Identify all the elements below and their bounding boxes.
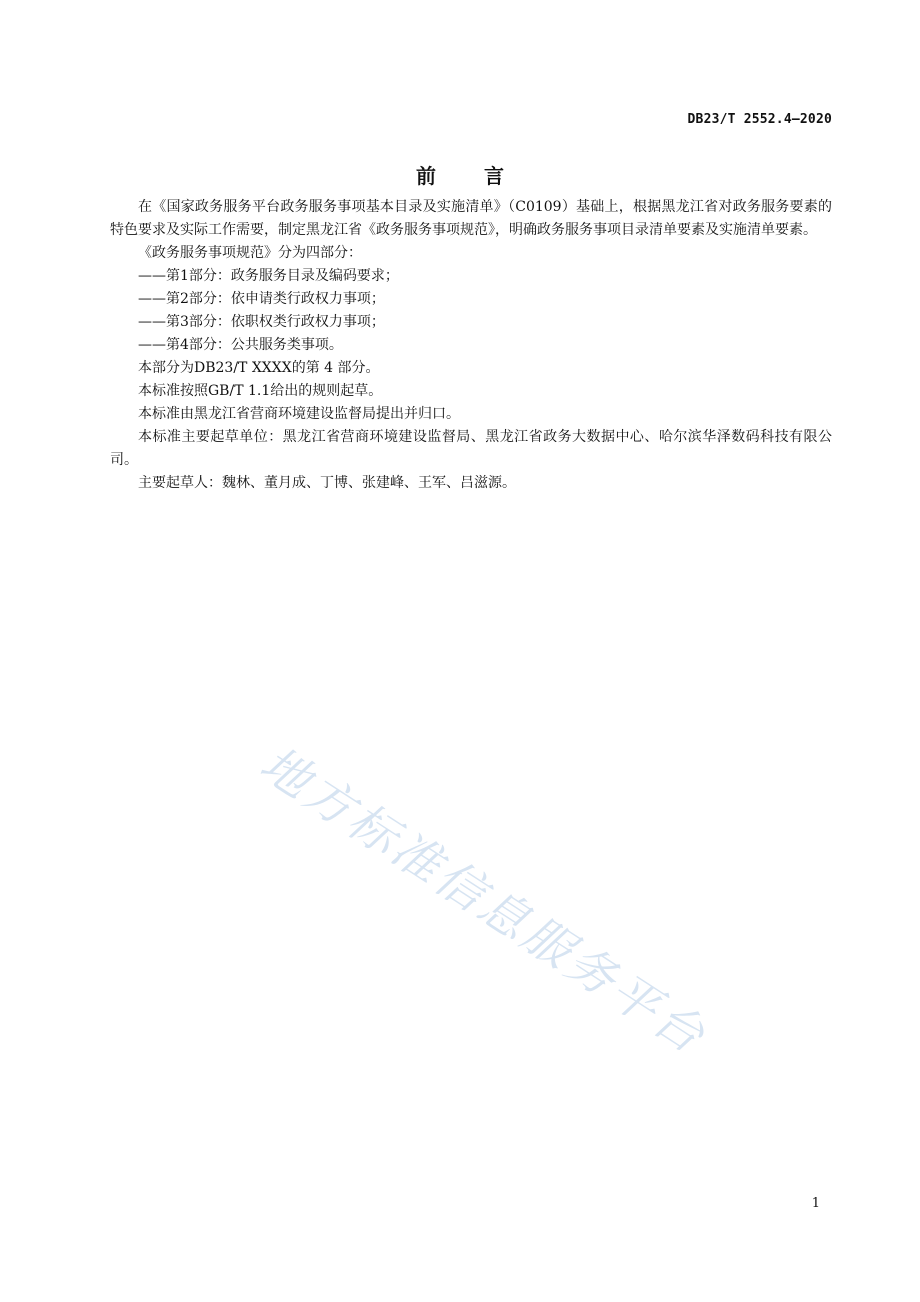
page-number: 1 [811, 1196, 820, 1211]
watermark: 地方标准信息服务平台 [250, 735, 717, 1066]
list-item-part-4: ——第4部分：公共服务类事项。 [138, 337, 343, 353]
paragraph-drafting-rules: 本标准按照GB/T 1.1给出的规则起草。 [138, 383, 383, 399]
list-item-part-2: ——第2部分：依申请类行政权力事项； [138, 291, 385, 307]
document-code: DB23/T 2552.4—2020 [687, 112, 832, 127]
paragraph-parts-intro: 《政务服务事项规范》分为四部分： [138, 245, 362, 261]
paragraph-proposer: 本标准由黑龙江省营商环境建设监督局提出并归口。 [138, 406, 460, 422]
foreword-body [110, 196, 832, 495]
paragraph-drafters: 主要起草人：魏林、董月成、丁博、张建峰、王军、吕滋源。 [138, 475, 516, 491]
list-item-part-3: ——第3部分：依职权类行政权力事项； [138, 314, 385, 330]
paragraph-part-note: 本部分为DB23/T XXXX的第 4 部分。 [138, 360, 380, 376]
paragraph-intro: 在《国家政务服务平台政务服务事项基本目录及实施清单》（C0109）基础上，根据黑龙江省对政务服务要素的特色要求及实际工作需要，制定黑龙江省《政务服务事项规范》，明确政务服务事项目录清单要素及实施清单要素。 [110, 199, 832, 238]
paragraph-drafting-units: 本标准主要起草单位：黑龙江省营商环境建设监督局、黑龙江省政务大数据中心、哈尔滨华泽数码科技有限公司。 [110, 429, 832, 468]
page-title: 前言 [416, 164, 552, 188]
list-item-part-1: ——第1部分：政务服务目录及编码要求； [138, 268, 399, 284]
